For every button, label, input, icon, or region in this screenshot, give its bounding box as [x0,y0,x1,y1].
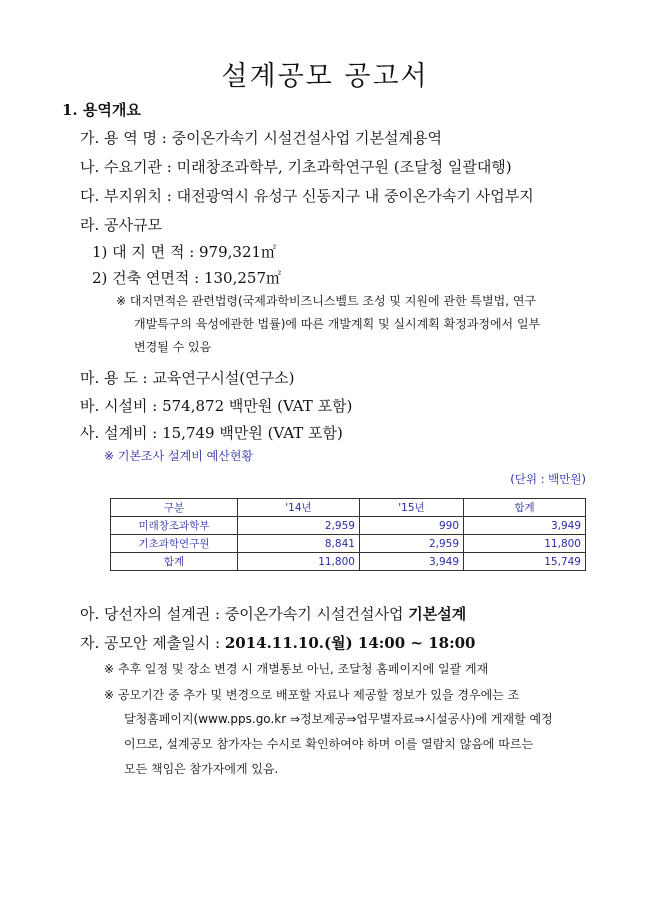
item-floor-area: 2) 건축 연면적 : 130,257㎡ [92,269,282,287]
section-heading-overview: 1. 용역개요 [62,101,141,119]
site-area-note-line-2: 개발특구의 육성에관한 법률)에 따른 개발계획 및 실시계획 확정과정에서 일부 [134,317,541,331]
table-cell: 8,841 [238,535,360,553]
item-site-area: 1) 대 지 면 적 : 979,321㎡ [92,243,277,261]
design-rights-text: 아. 당선자의 설계권 : 중이온가속기 시설건설사업 [80,605,409,623]
item-purpose: 마. 용 도 : 교육연구시설(연구소) [80,369,295,387]
table-cell: 15,749 [464,553,586,571]
table-cell: 3,949 [359,553,463,571]
column-header: 합계 [464,499,586,517]
page-title: 설계공모 공고서 [221,61,429,92]
table-cell: 990 [359,517,463,535]
table-row [111,553,586,571]
submission-datetime: 2014.11.10.(월) 14:00 ~ 18:00 [224,634,476,652]
column-header: '15년 [359,499,463,517]
item-facility-cost: 바. 시설비 : 574,872 백만원 (VAT 포함) [80,397,353,415]
item-design-rights [80,604,466,624]
table-row [111,535,586,553]
submission-label: 자. 공모안 제출일시 : [80,634,225,652]
site-area-note-line-3: 변경될 수 있음 [134,340,212,354]
table-header-row [111,499,586,517]
budget-table [110,498,586,571]
submission-note-2-line-4: 모든 책임은 참가자에게 있음. [124,762,279,776]
submission-note-2-line-2: 달청홈페이지(www.pps.go.kr ⇒정보제공⇒업무별자료⇒시설공사)에 게재할 예정 [124,712,553,726]
column-header: 구분 [111,499,238,517]
item-design-cost: 사. 설계비 : 15,749 백만원 (VAT 포함) [80,424,343,442]
table-row [111,517,586,535]
item-service-name: 가. 용 역 명 : 중이온가속기 시설건설사업 기본설계용역 [80,129,442,147]
item-site-location: 다. 부지위치 : 대전광역시 유성구 신동지구 내 중이온가속기 사업부지 [80,187,534,205]
item-construction-scale: 라. 공사규모 [80,216,162,234]
site-area-note-line-1: ※ 대지면적은 관련법령(국제과학비즈니스벨트 조성 및 지원에 관한 특별법, 연구 [116,294,537,308]
item-submission-date [80,633,475,653]
table-cell: 2,959 [359,535,463,553]
table-cell: 11,800 [464,535,586,553]
table-cell: 기초과학연구원 [111,535,238,553]
table-cell: 합계 [111,553,238,571]
design-rights-emphasis: 기본설계 [408,605,467,623]
budget-unit-label: (단위 : 백만원) [510,472,586,486]
submission-note-2-line-3: 이므로, 설계공모 참가자는 수시로 확인하여야 하며 이를 열람치 않음에 따르는 [124,737,534,751]
budget-note: ※ 기본조사 설계비 예산현황 [104,449,254,463]
table-cell: 11,800 [238,553,360,571]
submission-note-2-line-1: ※ 공모기간 중 추가 및 변경으로 배포할 자료나 제공할 정보가 있을 경우에는 조 [104,688,520,702]
table-cell: 3,949 [464,517,586,535]
table-cell: 2,959 [238,517,360,535]
item-client: 나. 수요기관 : 미래창조과학부, 기초과학연구원 (조달청 일괄대행) [80,158,512,176]
submission-note-1: ※ 추후 일정 및 장소 변경 시 개별통보 아닌, 조달청 홈페이지에 일괄 게재 [104,662,489,676]
column-header: '14년 [238,499,360,517]
table-cell: 미래창조과학부 [111,517,238,535]
